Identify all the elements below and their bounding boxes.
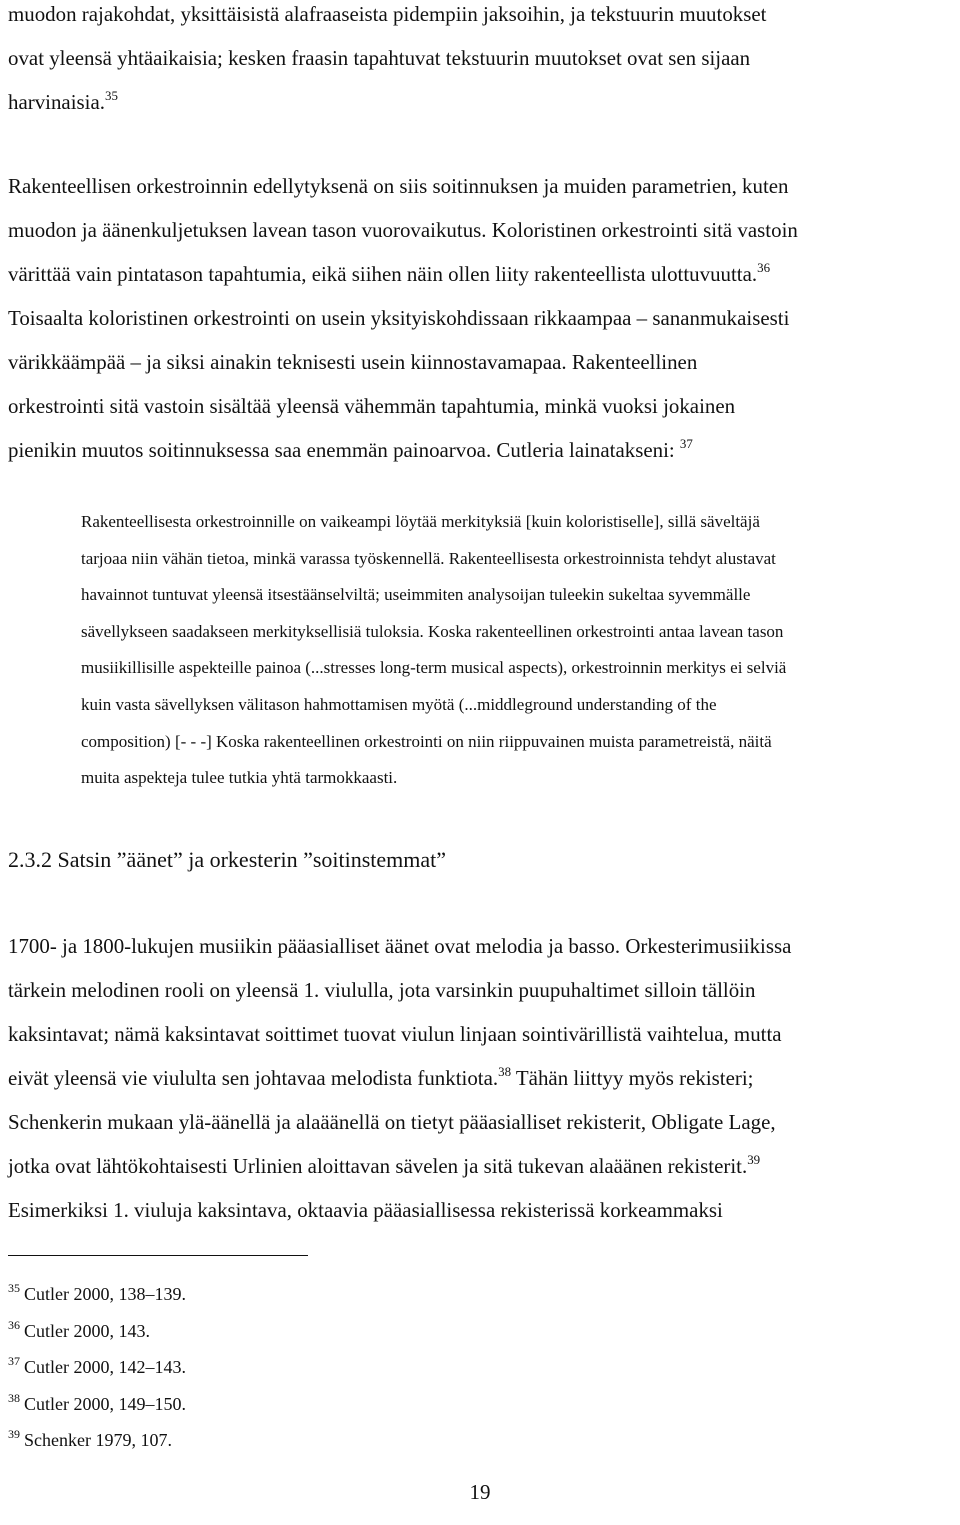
- text-line: 1700- ja 1800-lukujen musiikin pääasialliset äänet ovat melodia ja basso. Orkesterimusiikissa: [8, 934, 792, 958]
- footnote-37: [8, 1349, 186, 1386]
- footnote-text: Cutler 2000, 149–150.: [24, 1393, 186, 1414]
- text-line: värikkäämpää – ja siksi ainakin teknisesti usein kiinnostavamapaa. Rakenteellinen: [8, 350, 698, 374]
- page-number: 19: [469, 1480, 491, 1504]
- quote-line: kuin vasta sävellyksen välitason hahmottamisen myötä (...middleground understanding of the: [81, 694, 717, 714]
- footnote-35: [8, 1276, 186, 1313]
- footnote-text: Cutler 2000, 138–139.: [24, 1284, 186, 1304]
- quote-line: tarjoaa niin vähän tietoa, minkä varassa työskennellä. Rakenteellisesta orkestroinnista tehdyt alustavat: [81, 548, 776, 568]
- footnote-number: 38: [8, 1390, 20, 1405]
- text-line: Schenkerin mukaan ylä-äänellä ja alaäänellä on tietyt pääasialliset rekisterit, Obligate Lage,: [8, 1110, 776, 1134]
- text-line: Esimerkiksi 1. viuluja kaksintava, oktaavia pääasiallisessa rekisterissä korkeammaksi: [8, 1198, 723, 1222]
- text-line: Toisaalta koloristinen orkestrointi on usein yksityiskohdissaan rikkaampaa – sananmukaisesti: [8, 306, 790, 330]
- footnote-text: Cutler 2000, 143.: [24, 1320, 150, 1341]
- quote-line: muita aspekteja tulee tutkia yhtä tarmokkaasti.: [81, 768, 398, 788]
- text-run: Tähän liittyy myös rekisteri;: [511, 1066, 754, 1090]
- text-run: pienikin muutos soitinnuksessa saa enemmän painoarvoa. Cutleria lainatakseni:: [8, 438, 675, 462]
- footnote-ref-35[interactable]: 35: [104, 88, 118, 103]
- text-run: harvinaisia.: [8, 90, 105, 114]
- text-line: tärkein melodinen rooli on yleensä 1. viululla, jota varsinkin puupuhaltimet silloin tällöin: [8, 978, 756, 1002]
- text-line: orkestrointi sitä vastoin sisältää yleensä vähemmän tapahtumia, minkä vuoksi jokainen: [8, 394, 736, 418]
- text-line: [8, 1056, 952, 1100]
- quote-line: composition) [- - -] Koska rakenteellinen orkestrointi on niin riippuvainen muista parametreistä, näitä: [81, 731, 772, 751]
- text-line: [8, 80, 952, 124]
- text-line: [8, 1144, 952, 1188]
- block-quote: [81, 504, 951, 797]
- text-line: [8, 252, 952, 296]
- footnote-ref-38[interactable]: 38: [498, 1064, 512, 1079]
- footnote-number: 39: [8, 1427, 20, 1442]
- quote-line: sävellykseen saadakseen merkityksellisiä tuloksia. Koska rakenteellinen orkestrointi antaa lavean tason: [81, 621, 784, 641]
- footnote-number: 35: [8, 1281, 20, 1295]
- text-run: eivät yleensä vie viululta sen johtavaa melodista funktiota.: [8, 1066, 499, 1090]
- text-line: kaksintavat; nämä kaksintavat soittimet tuovat viulun linjaan sointivärillistä vaihtelua, mutta: [8, 1022, 782, 1046]
- footnote-number: 37: [8, 1354, 20, 1369]
- footnote-36: [8, 1313, 186, 1350]
- footnote-number: 36: [8, 1317, 20, 1332]
- paragraph-structural-orchestration: [8, 164, 956, 472]
- text-run: värittää vain pintatason tapahtumia, eikä siihen näin ollen liity rakenteellista ulottuvuutta.: [8, 262, 758, 286]
- text-line: muodon ja äänenkuljetuksen lavean tason vuorovaikutus. Koloristinen orkestrointi sitä vastoin: [8, 218, 798, 242]
- footnote-38: [8, 1386, 186, 1423]
- footnote-39: [8, 1422, 186, 1459]
- footnote-text: Cutler 2000, 142–143.: [24, 1357, 186, 1378]
- footnote-ref-37[interactable]: 37: [679, 436, 693, 451]
- text-line: muodon rajakohdat, yksittäisistä alafraaseista pidempiin jaksoihin, ja tekstuurin muutokset: [8, 2, 767, 26]
- paragraph-continuation: [8, 0, 956, 124]
- footnote-text: Schenker 1979, 107.: [24, 1430, 172, 1451]
- text-line: Rakenteellisen orkestroinnin edellytyksenä on siis soitinnuksen ja muiden parametrien, kuten: [8, 174, 789, 198]
- text-line: ovat yleensä yhtäaikaisia; kesken fraasin tapahtuvat tekstuurin muutokset ovat sen sijaan: [8, 46, 751, 70]
- footnote-ref-39[interactable]: 39: [747, 1152, 761, 1167]
- quote-line: havainnot tuntuvat yleensä itsestäänselviltä; useimmiten analysoijan tuleekin sukeltaa syvemmälle: [81, 585, 751, 605]
- paragraph-voices: [8, 924, 956, 1232]
- text-run: jotka ovat lähtökohtaisesti Urlinien aloittavan sävelen ja sitä tukevan alaäänen rekisterit.: [8, 1154, 748, 1178]
- quote-line: Rakenteellisesta orkestroinnille on vaikeampi löytää merkityksiä [kuin koloristiselle], sillä säveltäjä: [81, 512, 760, 531]
- section-heading: 2.3.2 Satsin ”äänet” ja orkesterin ”soitinstemmat”: [8, 847, 447, 872]
- footnote-list: [8, 1276, 186, 1459]
- text-line: [8, 428, 952, 472]
- footnote-ref-36[interactable]: 36: [757, 260, 771, 275]
- quote-line: musiikillisille aspekteille painoa (...stresses long-term musical aspects), orkestroinnin merkitys ei selviä: [81, 658, 787, 678]
- footnote-separator: [8, 1255, 308, 1256]
